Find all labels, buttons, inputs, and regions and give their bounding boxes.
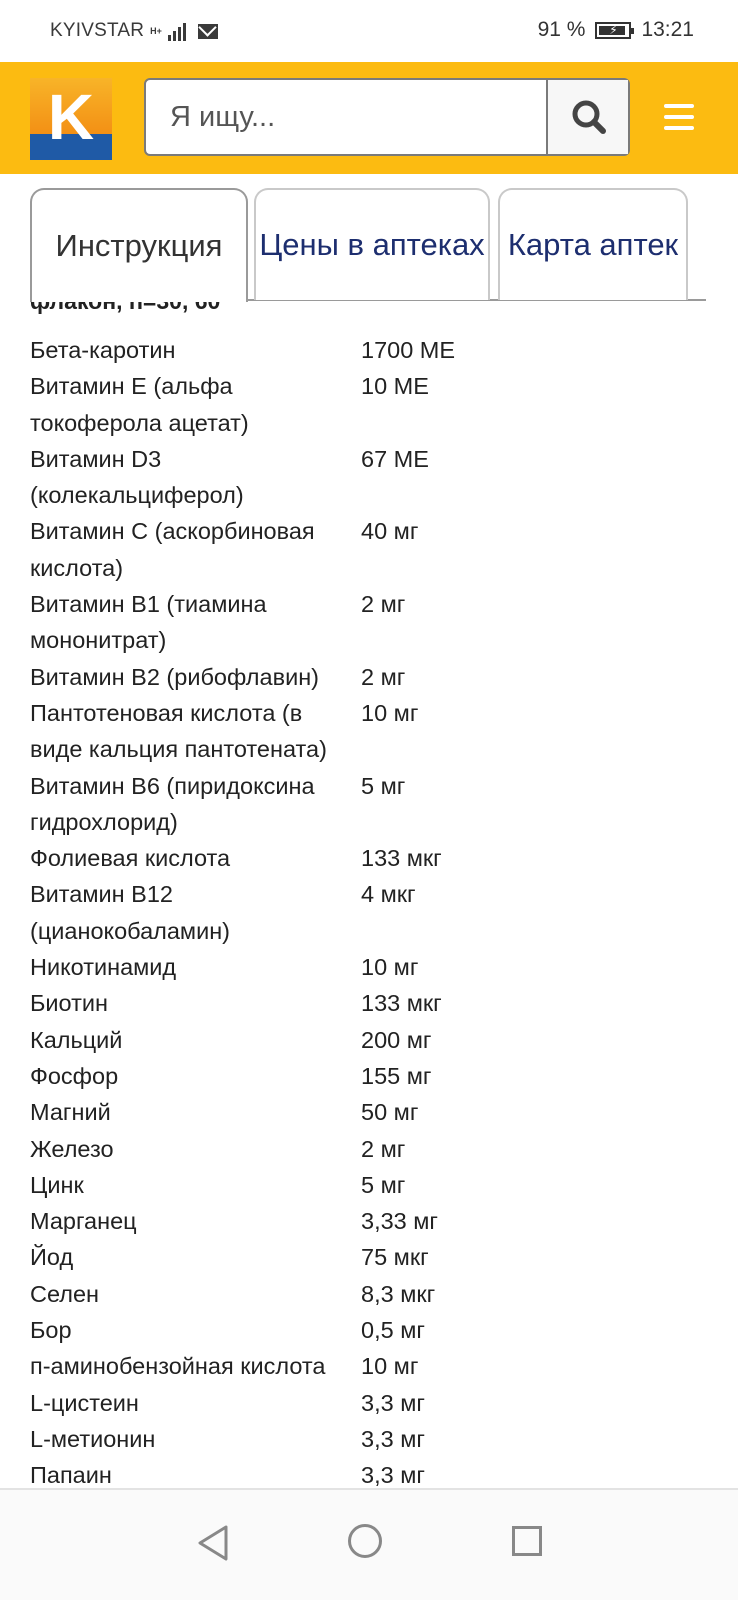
ingredient-name: Фолиевая кислота bbox=[30, 845, 231, 872]
instruction-content[interactable] bbox=[0, 302, 738, 1488]
table-row bbox=[30, 659, 670, 695]
ingredient-amount: 5 мг bbox=[361, 1171, 406, 1198]
table-row bbox=[30, 586, 670, 659]
status-right bbox=[538, 18, 694, 42]
ingredient-amount: 10 мг bbox=[361, 699, 419, 726]
ingredient-name: Магний bbox=[30, 1099, 111, 1126]
ingredient-amount: 4 мкг bbox=[361, 881, 416, 908]
table-row bbox=[30, 949, 670, 985]
ingredient-name: Фосфор bbox=[30, 1062, 119, 1089]
ingredient-name: L-метионин bbox=[30, 1425, 156, 1452]
table-row bbox=[30, 332, 670, 368]
table-row bbox=[30, 985, 670, 1021]
recent-apps-icon[interactable] bbox=[512, 1526, 542, 1556]
ingredient-name: Пантотеновая кислота (в виде кальция пантотената) bbox=[30, 699, 327, 763]
ingredient-name: Бор bbox=[30, 1317, 72, 1344]
table-row bbox=[30, 368, 670, 441]
status-left bbox=[50, 20, 218, 42]
ingredient-amount: 2 мг bbox=[361, 591, 406, 618]
ingredient-name: Железо bbox=[30, 1135, 114, 1162]
ingredient-name: Йод bbox=[30, 1244, 74, 1271]
table-row bbox=[30, 1022, 670, 1058]
search-button[interactable] bbox=[546, 80, 628, 154]
ingredient-name: Бета-каротин bbox=[30, 337, 176, 363]
ingredient-name: Цинк bbox=[30, 1171, 84, 1198]
ingredient-amount: 75 мкг bbox=[361, 1244, 429, 1271]
table-row bbox=[30, 876, 670, 949]
table-row bbox=[30, 1167, 670, 1203]
ingredient-amount: 133 мкг bbox=[361, 990, 442, 1017]
table-row bbox=[30, 441, 670, 514]
ingredient-name: Селен bbox=[30, 1280, 100, 1307]
ingredient-name: Кальций bbox=[30, 1026, 123, 1053]
battery-percent: 91 % bbox=[537, 18, 586, 41]
ingredient-amount: 10 мг bbox=[361, 1353, 419, 1380]
ingredient-amount: 0,5 мг bbox=[361, 1317, 425, 1344]
tab-map-label: Карта аптек bbox=[507, 227, 679, 262]
hamburger-menu-icon[interactable] bbox=[664, 104, 696, 134]
logo[interactable] bbox=[30, 78, 112, 160]
ingredient-name: Витамин D3 (колекальциферол) bbox=[30, 445, 244, 509]
table-row bbox=[30, 1385, 670, 1421]
ingredient-amount: 200 мг bbox=[361, 1026, 432, 1053]
status-bar bbox=[0, 0, 738, 62]
network-type: H+ bbox=[150, 25, 162, 36]
table-row bbox=[30, 1348, 670, 1384]
ingredient-amount: 8,3 мкг bbox=[361, 1280, 436, 1307]
ingredient-amount: 1700 МЕ bbox=[361, 337, 456, 363]
ingredient-name: Витамин В12 (цианокобаламин) bbox=[30, 881, 231, 944]
ingredient-name: Витамин В6 (пиридоксина гидрохлорид) bbox=[30, 772, 315, 835]
search-box bbox=[144, 78, 630, 156]
system-nav-bar bbox=[0, 1488, 738, 1600]
ingredient-name: Витамин С (аскорбиновая кислота) bbox=[30, 518, 315, 581]
table-row bbox=[30, 1058, 670, 1094]
table-row bbox=[30, 840, 670, 876]
ingredient-amount: 155 мг bbox=[361, 1062, 432, 1089]
table-row bbox=[30, 1312, 670, 1348]
ingredient-name: Никотинамид bbox=[30, 954, 177, 981]
ingredient-amount: 2 мг bbox=[361, 663, 406, 690]
table-row bbox=[30, 1131, 670, 1167]
tab-instruction[interactable] bbox=[30, 188, 248, 302]
ingredient-amount: 50 мг bbox=[361, 1099, 419, 1126]
signal-icon bbox=[168, 21, 186, 41]
ingredient-amount: 67 МЕ bbox=[361, 445, 429, 472]
ingredient-amount: 2 мг bbox=[361, 1135, 406, 1162]
ingredient-amount: 10 мг bbox=[361, 954, 419, 981]
ingredient-amount: 5 мг bbox=[361, 772, 406, 799]
composition-table bbox=[30, 332, 670, 1494]
table-row bbox=[30, 1276, 670, 1312]
ingredient-name: п-аминобензойная кислота bbox=[30, 1353, 326, 1380]
ingredient-amount: 3,3 мг bbox=[361, 1425, 425, 1452]
table-row bbox=[30, 1203, 670, 1239]
app-header bbox=[0, 62, 738, 174]
back-icon[interactable] bbox=[196, 1524, 230, 1562]
tab-pharmacy-map[interactable] bbox=[498, 188, 688, 300]
table-row bbox=[30, 513, 670, 586]
ingredient-name: Марганец bbox=[30, 1208, 137, 1235]
ingredient-name: L-цистеин bbox=[30, 1389, 139, 1416]
table-row bbox=[30, 1094, 670, 1130]
ingredient-name: Папаин bbox=[30, 1462, 112, 1489]
tab-prices[interactable] bbox=[254, 188, 490, 300]
carrier-name: KYIVSTAR bbox=[50, 20, 145, 41]
table-row bbox=[30, 695, 670, 768]
tab-prices-label: Цены в аптеках bbox=[259, 227, 485, 262]
ingredient-amount: 133 мкг bbox=[361, 845, 442, 872]
home-icon[interactable] bbox=[348, 1524, 382, 1558]
table-row bbox=[30, 1239, 670, 1275]
search-input[interactable] bbox=[146, 80, 550, 154]
ingredient-amount: 3,3 мг bbox=[361, 1389, 425, 1416]
search-icon bbox=[548, 80, 630, 154]
ingredient-amount: 3,33 мг bbox=[361, 1208, 438, 1235]
clock: 13:21 bbox=[641, 18, 694, 41]
table-row bbox=[30, 1421, 670, 1457]
ingredient-name: Витамин В1 (тиамина мононитрат) bbox=[30, 591, 267, 654]
ingredient-amount: 10 МЕ bbox=[361, 373, 429, 400]
battery-charging-icon: ⚡ bbox=[595, 22, 631, 39]
ingredient-name: Биотин bbox=[30, 990, 108, 1017]
tab-instruction-label: Инструкция bbox=[55, 228, 223, 263]
logo-letter: K bbox=[47, 81, 95, 153]
mail-icon bbox=[198, 24, 218, 39]
ingredient-name: Витамин В2 (рибофлавин) bbox=[30, 663, 319, 690]
ingredient-amount: 40 мг bbox=[361, 518, 419, 545]
table-row bbox=[30, 768, 670, 841]
ingredient-name: Витамин Е (альфа токоферола ацетат) bbox=[30, 373, 249, 436]
ingredient-amount: 3,3 мг bbox=[361, 1462, 425, 1489]
